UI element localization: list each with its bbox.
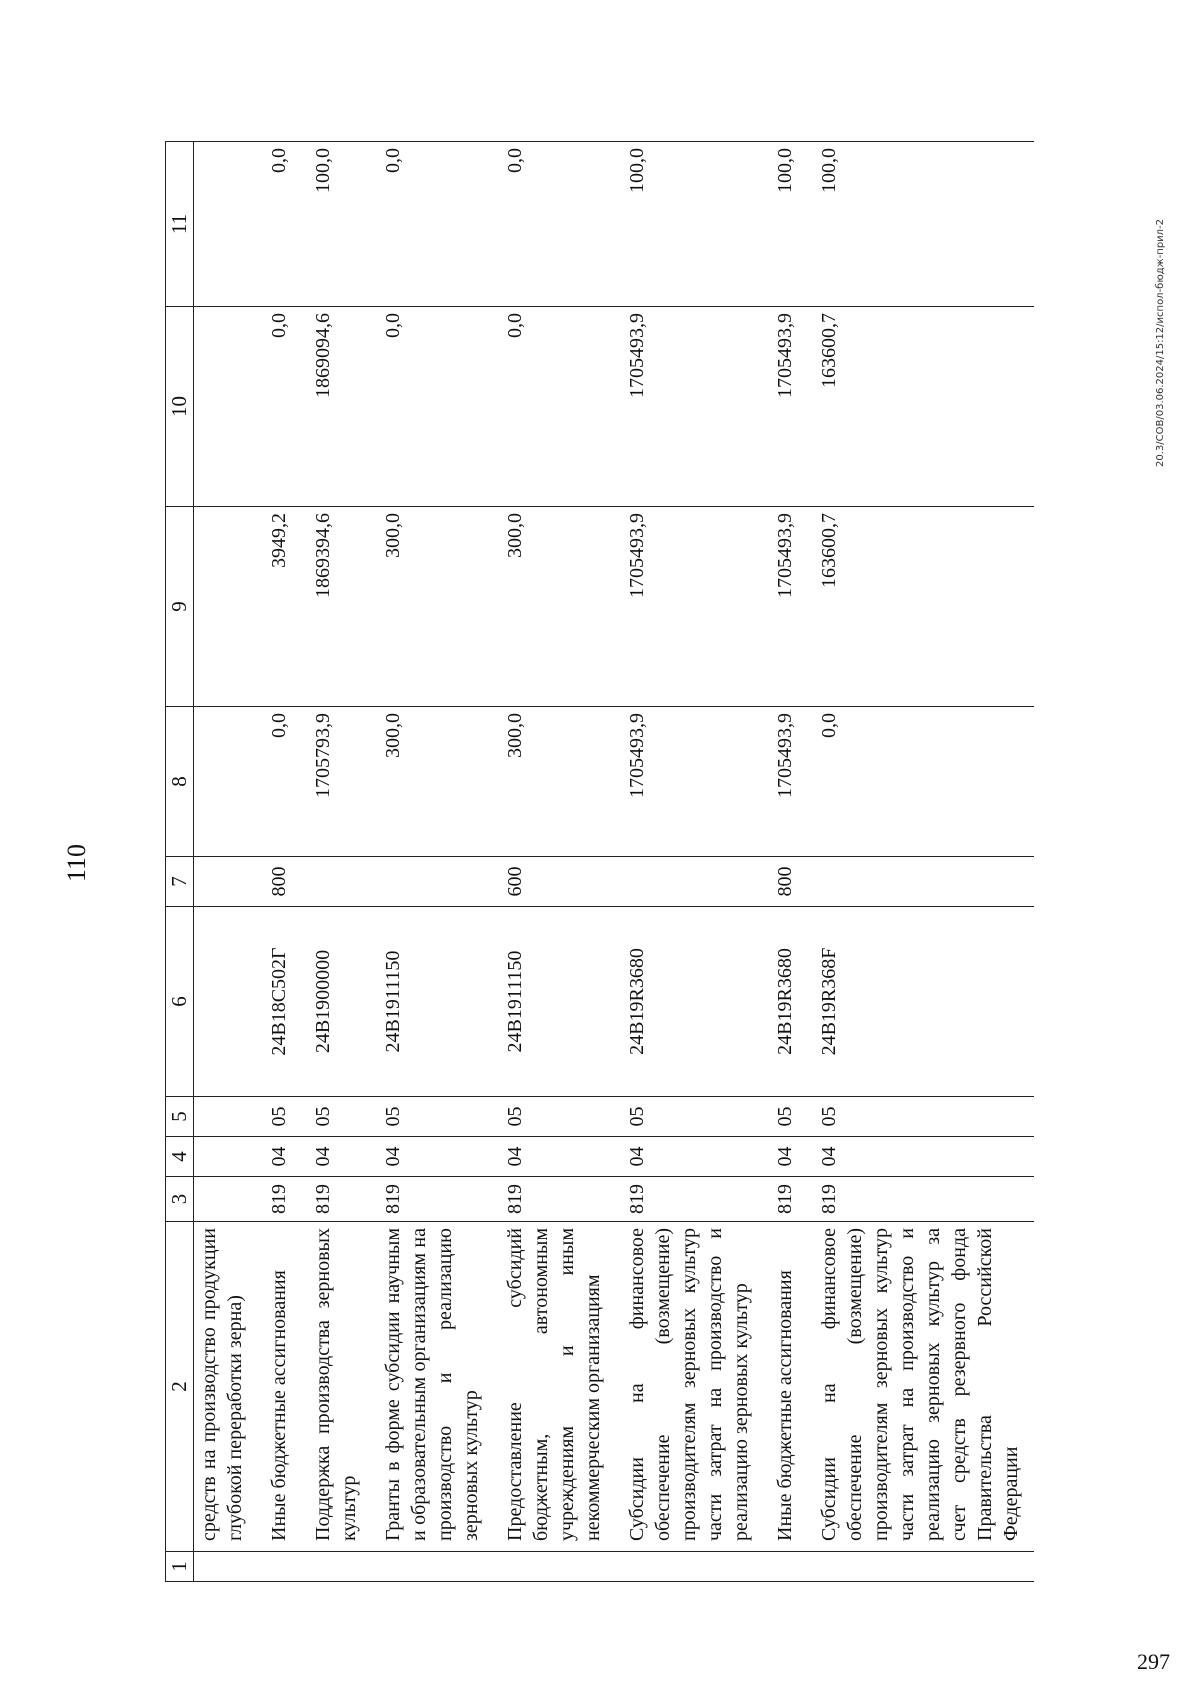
table-cell-c1 [764, 1552, 808, 1582]
table-cell-c4: 04 [302, 1137, 372, 1177]
table-cell-c4: 04 [808, 1137, 1035, 1177]
column-header: 2 [166, 1222, 194, 1552]
table-cell-c9: 300,0 [494, 507, 616, 707]
table-row [764, 142, 808, 1582]
table-row [194, 142, 259, 1582]
table-cell-c5: 05 [616, 1097, 764, 1137]
table-cell-c4: 04 [494, 1137, 616, 1177]
table-cell-c10: 1869094,6 [302, 307, 372, 507]
column-header: 3 [166, 1177, 194, 1222]
budget-table [165, 141, 1035, 1582]
table-cell-c3 [194, 1177, 259, 1222]
table-cell-c9: 300,0 [372, 507, 494, 707]
table-cell-c1 [808, 1552, 1035, 1582]
table-cell-c7: 800 [764, 857, 808, 907]
table-body [194, 142, 1035, 1582]
table-cell-c4: 04 [616, 1137, 764, 1177]
table-cell-c10: 0,0 [258, 307, 302, 507]
table-row [302, 142, 372, 1582]
table-cell-c3: 819 [494, 1177, 616, 1222]
table-cell-c1 [494, 1552, 616, 1582]
column-header: 4 [166, 1137, 194, 1177]
column-header: 9 [166, 507, 194, 707]
table-cell-c1 [194, 1552, 259, 1582]
table-cell-c3: 819 [616, 1177, 764, 1222]
table-cell-c2: Поддержка производства зерновых культур [302, 1222, 372, 1552]
table-cell-c6: 24В1911150 [494, 907, 616, 1097]
table-cell-c9: 1705493,9 [616, 507, 764, 707]
table-cell-c3: 819 [372, 1177, 494, 1222]
table-cell-c8 [194, 707, 259, 857]
table-cell-c11: 100,0 [302, 142, 372, 307]
table-cell-c11: 100,0 [764, 142, 808, 307]
table-cell-c3: 819 [764, 1177, 808, 1222]
table-cell-c1 [372, 1552, 494, 1582]
column-header: 8 [166, 707, 194, 857]
column-header: 5 [166, 1097, 194, 1137]
table-cell-c5: 05 [302, 1097, 372, 1137]
table-cell-c2: Гранты в форме субсидии научным и образовательным организациям на производство и реализацию зерновых культур [372, 1222, 494, 1552]
table-cell-c9: 3949,2 [258, 507, 302, 707]
table-cell-c11 [194, 142, 259, 307]
table-cell-c10: 1705493,9 [616, 307, 764, 507]
table-cell-c7: 600 [494, 857, 616, 907]
table-cell-c2: средств на производство продукции глубокой переработки зерна) [194, 1222, 259, 1552]
table-row [494, 142, 616, 1582]
table-cell-c10: 0,0 [372, 307, 494, 507]
table-cell-c8: 300,0 [494, 707, 616, 857]
table-cell-c8: 1705493,9 [616, 707, 764, 857]
table-cell-c11: 0,0 [258, 142, 302, 307]
table-cell-c5: 05 [764, 1097, 808, 1137]
table-cell-c10: 1705493,9 [764, 307, 808, 507]
table-row [258, 142, 302, 1582]
table-cell-c3: 819 [302, 1177, 372, 1222]
table-cell-c7 [302, 857, 372, 907]
table-cell-c8: 300,0 [372, 707, 494, 857]
table-cell-c9: 1705493,9 [764, 507, 808, 707]
table-cell-c5: 05 [494, 1097, 616, 1137]
table-cell-c1 [302, 1552, 372, 1582]
table-cell-c9: 163600,7 [808, 507, 1035, 707]
table-cell-c10: 163600,7 [808, 307, 1035, 507]
table-cell-c8: 1705793,9 [302, 707, 372, 857]
table-cell-c2: Предоставление субсидий бюджетным, автономным учреждениям и иным некоммерческим организациям [494, 1222, 616, 1552]
table-cell-c3: 819 [258, 1177, 302, 1222]
table-cell-c1 [258, 1552, 302, 1582]
table-cell-c6: 24В18С502Г [258, 907, 302, 1097]
table-cell-c6: 24В19R3680 [616, 907, 764, 1097]
table-cell-c8: 1705493,9 [764, 707, 808, 857]
table-cell-c6: 24В1911150 [372, 907, 494, 1097]
table-cell-c4 [194, 1137, 259, 1177]
page-number: 110 [62, 843, 91, 882]
table-cell-c4: 04 [372, 1137, 494, 1177]
table-cell-c6 [194, 907, 259, 1097]
table-cell-c9 [194, 507, 259, 707]
table-cell-c8: 0,0 [258, 707, 302, 857]
table-cell-c9: 1869394,6 [302, 507, 372, 707]
table-cell-c6: 24В19R368F [808, 907, 1035, 1097]
table-cell-c2: Иные бюджетные ассигнования [764, 1222, 808, 1552]
column-header: 6 [166, 907, 194, 1097]
footer-document-code: 20.3/СОВ/03.06.2024/15:12/испол-бюдж-прил-2 [1155, 218, 1166, 467]
table-cell-c2: Субсидии на финансовое обеспечение (возмещение) производителям зерновых культур части затрат на производство и реализацию зерновых культур за счет средств резервного фонда Правительства Российской Федерации [808, 1222, 1035, 1552]
table-cell-c5 [194, 1097, 259, 1137]
table-cell-c5: 05 [808, 1097, 1035, 1137]
table-cell-c5: 05 [258, 1097, 302, 1137]
table-cell-c6: 24В19R3680 [764, 907, 808, 1097]
table-cell-c5: 05 [372, 1097, 494, 1137]
table-row [616, 142, 764, 1582]
table-cell-c7 [616, 857, 764, 907]
table-cell-c11: 100,0 [808, 142, 1035, 307]
table-cell-c4: 04 [258, 1137, 302, 1177]
table-cell-c7: 800 [258, 857, 302, 907]
table-header-row [166, 142, 194, 1582]
table-cell-c4: 04 [764, 1137, 808, 1177]
table-cell-c6: 24В1900000 [302, 907, 372, 1097]
table-cell-c11: 0,0 [494, 142, 616, 307]
column-header: 10 [166, 307, 194, 507]
table-cell-c11: 100,0 [616, 142, 764, 307]
table-cell-c10 [194, 307, 259, 507]
table-cell-c2: Субсидии на финансовое обеспечение (возмещение) производителям зерновых культур части затрат на производство и реализацию зерновых культур [616, 1222, 764, 1552]
column-header: 7 [166, 857, 194, 907]
table-cell-c11: 0,0 [372, 142, 494, 307]
table-cell-c7 [808, 857, 1035, 907]
table-cell-c3: 819 [808, 1177, 1035, 1222]
table-cell-c10: 0,0 [494, 307, 616, 507]
table-cell-c7 [372, 857, 494, 907]
column-header: 1 [166, 1552, 194, 1582]
table-row [808, 142, 1035, 1582]
column-header: 11 [166, 142, 194, 307]
sheet-number: 297 [1137, 1649, 1170, 1674]
table-cell-c8: 0,0 [808, 707, 1035, 857]
table-cell-c7 [194, 857, 259, 907]
table-cell-c2: Иные бюджетные ассигнования [258, 1222, 302, 1552]
table-cell-c1 [616, 1552, 764, 1582]
table-row [372, 142, 494, 1582]
